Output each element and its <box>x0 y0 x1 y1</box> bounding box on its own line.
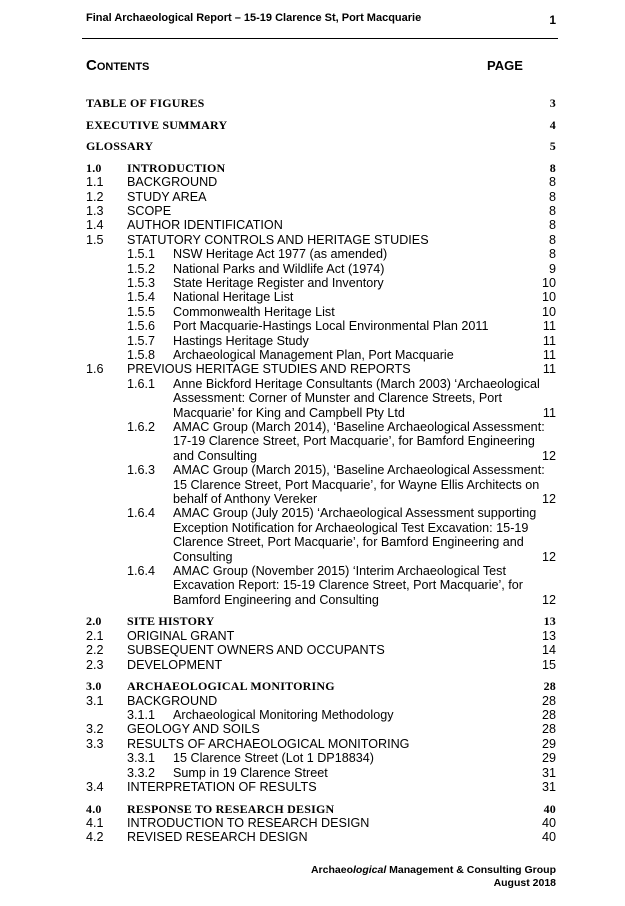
toc-page-number: 11 <box>542 405 556 420</box>
toc-entry-number: 1.4 <box>86 218 104 233</box>
toc-page-number: 11 <box>542 333 556 348</box>
toc-subentry-title-line: and Consulting <box>173 448 258 463</box>
toc-entry-title: SCOPE <box>127 204 172 218</box>
toc-subentry-number: 1.6.4 <box>127 564 156 578</box>
toc-entry-number: 1.6 <box>86 362 104 377</box>
toc-page-number: 8 <box>548 218 556 233</box>
toc-subentry-continued <box>86 578 556 593</box>
toc-entry <box>86 722 556 737</box>
toc-section-number: 4.0 <box>86 801 102 816</box>
toc-entry-number: 1.2 <box>86 189 104 204</box>
toc-subentry <box>86 420 556 435</box>
toc-entry <box>86 629 556 644</box>
toc-subentry-number: 1.5.2 <box>127 261 156 276</box>
toc-subentry-number: 1.5.4 <box>127 290 156 305</box>
toc-entry-title: EXECUTIVE SUMMARY <box>86 117 228 132</box>
toc-subentry-title: National Heritage List <box>173 290 294 305</box>
toc-section-title: RESPONSE TO RESEARCH DESIGN <box>127 801 335 816</box>
toc-section-title: SITE HISTORY <box>127 614 215 629</box>
toc-entry <box>86 233 556 248</box>
toc-subentry-title-line: Anne Bickford Heritage Consultants (March 2003) ‘Archaeological <box>173 376 540 391</box>
toc-subentry-title-line: AMAC Group (July 2015) ‘Archaeological Assessment supporting <box>173 506 537 521</box>
toc-page-number: 31 <box>541 780 556 794</box>
toc-entry-number: 4.2 <box>86 830 104 845</box>
toc-subentry-continued <box>86 492 556 507</box>
toc-subentry-number: 1.5.6 <box>127 319 156 334</box>
toc-entry-title: STATUTORY CONTROLS AND HERITAGE STUDIES <box>127 232 429 247</box>
toc-subentry-title-line: behalf of Anthony Vereker <box>173 492 318 506</box>
toc-subentry-title-line: Assessment: Corner of Munster and Clarence Streets, Port <box>173 391 502 406</box>
toc-subentry-number: 3.3.2 <box>127 765 156 780</box>
toc-subentry-title-line: 15 Clarence Street, Port Macquarie’, for Wayne Ellis Architects on <box>173 477 540 492</box>
toc-subentry <box>86 305 556 320</box>
toc-subentry-continued <box>86 391 556 406</box>
toc-subentry-title-line: Exception Notification for Archaeological Test Excavation: 15-19 <box>173 520 529 535</box>
toc-subentry-title: Commonwealth Heritage List <box>173 304 335 319</box>
toc-subentry <box>86 564 556 579</box>
toc-section-heading <box>86 614 556 629</box>
page-column-label: PAGE <box>487 58 523 73</box>
toc-entry-title: AUTHOR IDENTIFICATION <box>127 218 283 233</box>
toc-subentry-number: 1.6.4 <box>127 506 156 521</box>
toc-entry <box>86 204 556 219</box>
toc-page-number: 10 <box>541 290 556 305</box>
toc-subentry-title-line: Excavation Report: 15-19 Clarence Street, Port Macquarie’, for <box>173 578 523 593</box>
toc-entry-title: STUDY AREA <box>127 189 207 204</box>
toc-subentry <box>86 247 556 262</box>
toc-subentry-number: 1.6.3 <box>127 463 156 478</box>
toc-entry-title: RESULTS OF ARCHAEOLOGICAL MONITORING <box>127 736 410 751</box>
toc-entry-number: 1.3 <box>86 204 104 218</box>
toc-subentry-continued <box>86 535 556 550</box>
toc-entry <box>86 643 556 658</box>
toc-entry-number: 3.4 <box>86 780 104 794</box>
toc-entry-number: 2.3 <box>86 657 104 672</box>
toc-page-number: 11 <box>542 362 556 377</box>
toc-entry <box>86 694 556 709</box>
toc-section-title: INTRODUCTION <box>127 160 226 175</box>
toc-page-number: 8 <box>548 232 556 247</box>
toc-page-number: 31 <box>541 765 556 780</box>
toc-subentry-number: 1.5.3 <box>127 276 156 290</box>
toc-page-number: 12 <box>541 448 556 463</box>
toc-subentry <box>86 334 556 349</box>
toc-section-number: 3.0 <box>86 679 102 694</box>
toc-page-number: 5 <box>549 139 556 154</box>
toc-entry <box>86 658 556 673</box>
toc-subentry <box>86 319 556 334</box>
toc-entry-title: GLOSSARY <box>86 139 154 154</box>
toc-section-title: ARCHAEOLOGICAL MONITORING <box>127 679 335 694</box>
toc-section-heading <box>86 802 556 817</box>
toc-subentry-title: 15 Clarence Street (Lot 1 DP18834) <box>173 751 374 766</box>
toc-entry-title: BACKGROUND <box>127 693 218 708</box>
toc-page-number: 3 <box>549 96 556 110</box>
toc-subentry-number: 3.1.1 <box>127 708 156 722</box>
toc-subentry-title: NSW Heritage Act 1977 (as amended) <box>173 247 388 262</box>
toc-subentry-title-line: Macquarie’ for King and Campbell Pty Ltd <box>173 405 405 420</box>
toc-page-number: 10 <box>541 304 556 319</box>
toc-subentry <box>86 377 556 392</box>
toc-page-number: 10 <box>541 276 556 290</box>
toc-subentry <box>86 463 556 478</box>
toc-subentry <box>86 506 556 521</box>
toc-entry-title: ORIGINAL GRANT <box>127 628 235 643</box>
toc-entry-title: REVISED RESEARCH DESIGN <box>127 830 308 845</box>
toc-subentry-title: State Heritage Register and Inventory <box>173 276 384 290</box>
toc-subentry-title-line: AMAC Group (November 2015) ‘Interim Archaeological Test <box>173 564 506 578</box>
toc-page-number: 12 <box>541 592 556 607</box>
toc-front-entry <box>86 139 556 154</box>
toc-page-number: 9 <box>548 261 556 276</box>
toc-page-number: 11 <box>542 319 556 334</box>
toc-page-number: 28 <box>541 693 556 708</box>
toc-subentry-continued <box>86 478 556 493</box>
toc-entry-title: TABLE OF FIGURES <box>86 96 205 110</box>
toc-entry <box>86 830 556 845</box>
toc-subentry-title-line: AMAC Group (March 2015), ‘Baseline Archaeological Assessment: <box>173 463 545 478</box>
toc-page-number: 14 <box>541 643 556 658</box>
toc-page-number: 8 <box>548 247 556 262</box>
toc-subentry-title: Hastings Heritage Study <box>173 333 309 348</box>
toc-subentry <box>86 276 556 291</box>
header-title: Final Archaeological Report – 15-19 Clarence St, Port Macquarie <box>86 12 422 24</box>
toc-subentry-title-line: Bamford Engineering and Consulting <box>173 592 379 607</box>
toc-entry-title: GEOLOGY AND SOILS <box>127 722 260 737</box>
toc-subentry-title: Archaeological Management Plan, Port Macquarie <box>173 348 454 362</box>
toc-subentry <box>86 290 556 305</box>
toc-subentry-number: 3.3.1 <box>127 751 156 766</box>
toc-entry-number: 3.2 <box>86 722 104 737</box>
toc-subentry-title: Archaeological Monitoring Methodology <box>173 708 394 722</box>
toc-entry <box>86 780 556 795</box>
toc-page-number: 40 <box>541 816 556 830</box>
toc-page-number: 29 <box>541 736 556 751</box>
toc-entry <box>86 816 556 831</box>
toc-section-heading <box>86 679 556 694</box>
toc-entry-number: 2.1 <box>86 628 104 643</box>
toc-entry <box>86 362 556 377</box>
toc-page-number: 8 <box>548 189 556 204</box>
toc-subentry-title: National Parks and Wildlife Act (1974) <box>173 261 385 276</box>
toc-subentry-continued <box>86 406 556 421</box>
running-header <box>86 12 556 32</box>
toc-subentry-number: 1.5.5 <box>127 304 156 319</box>
toc-subentry-number: 1.5.1 <box>127 247 156 262</box>
toc-entry-number: 3.3 <box>86 736 104 751</box>
toc-subentry-continued <box>86 521 556 536</box>
toc-page-number: 40 <box>541 830 556 845</box>
toc-page-number: 28 <box>541 722 556 737</box>
toc-entry <box>86 190 556 205</box>
toc-subentry-title-line: Consulting <box>173 549 233 564</box>
toc-subentry-title: Sump in 19 Clarence Street <box>173 765 328 780</box>
toc-subentry-number: 1.5.7 <box>127 333 156 348</box>
toc-section-number: 1.0 <box>86 160 102 175</box>
toc-subentry-title: Port Macquarie-Hastings Local Environmental Plan 2011 <box>173 319 489 334</box>
toc-entry <box>86 737 556 752</box>
toc-subentry-title-line: Clarence Street, Port Macquarie’, for Bamford Engineering and <box>173 535 524 550</box>
toc-subentry-title-line: AMAC Group (March 2014), ‘Baseline Archaeological Assessment: <box>173 420 545 434</box>
toc-entry-number: 3.1 <box>86 693 104 708</box>
toc-page-number: 12 <box>541 549 556 564</box>
toc-subentry <box>86 708 556 723</box>
footer <box>311 864 556 890</box>
toc-section-number: 2.0 <box>86 614 102 629</box>
toc-page-number: 13 <box>543 614 556 629</box>
toc-front-entry <box>86 118 556 133</box>
toc-entry-title: SUBSEQUENT OWNERS AND OCCUPANTS <box>127 643 385 658</box>
toc-subentry-continued <box>86 449 556 464</box>
toc-page-number: 8 <box>548 204 556 218</box>
toc-page-number: 28 <box>543 679 556 694</box>
toc-entry <box>86 218 556 233</box>
footer-date: August 2018 <box>493 877 556 889</box>
toc-page-number: 28 <box>541 708 556 722</box>
toc-subentry-title-line: 17-19 Clarence Street, Port Macquarie’, for Bamford Engineering <box>173 434 535 449</box>
toc-subentry <box>86 348 556 363</box>
toc-page-number: 8 <box>549 160 556 175</box>
toc-subentry-number: 1.5.8 <box>127 348 156 362</box>
toc-page-number: 11 <box>542 348 556 362</box>
toc-entry-title: DEVELOPMENT <box>127 657 223 672</box>
toc-subentry <box>86 751 556 766</box>
toc-page-number: 12 <box>541 492 556 506</box>
toc-entry-title: INTRODUCTION TO RESEARCH DESIGN <box>127 816 370 830</box>
toc-section-heading <box>86 161 556 176</box>
toc-subentry-number: 1.6.2 <box>127 420 156 434</box>
header-page-number: 1 <box>549 13 556 27</box>
toc-subentry-number: 1.6.1 <box>127 376 156 391</box>
toc-entry-number: 4.1 <box>86 816 104 830</box>
toc-subentry <box>86 766 556 781</box>
toc-page-number: 40 <box>543 801 556 816</box>
toc-entry-title: INTERPRETATION OF RESULTS <box>127 780 317 794</box>
toc-page-number: 13 <box>541 628 556 643</box>
header-rule <box>82 38 558 39</box>
toc-subentry-continued <box>86 550 556 565</box>
toc-subentry-continued <box>86 434 556 449</box>
toc-page-number: 29 <box>541 751 556 766</box>
toc-page-number: 8 <box>548 175 556 190</box>
toc-page-number: 15 <box>541 657 556 672</box>
toc-entry-number: 2.2 <box>86 643 104 658</box>
toc-page-number: 4 <box>549 117 556 132</box>
toc-entry-title: BACKGROUND <box>127 175 218 190</box>
toc-entry <box>86 175 556 190</box>
contents-title: Contents <box>86 57 150 74</box>
toc-entry-number: 1.5 <box>86 232 104 247</box>
footer-org: Archaeological Management & Consulting Group <box>310 864 556 876</box>
toc-front-entry <box>86 96 556 111</box>
toc-entry-number: 1.1 <box>86 175 104 190</box>
toc-subentry <box>86 262 556 277</box>
toc-entry-title: PREVIOUS HERITAGE STUDIES AND REPORTS <box>127 362 411 377</box>
toc-subentry-continued <box>86 593 556 608</box>
